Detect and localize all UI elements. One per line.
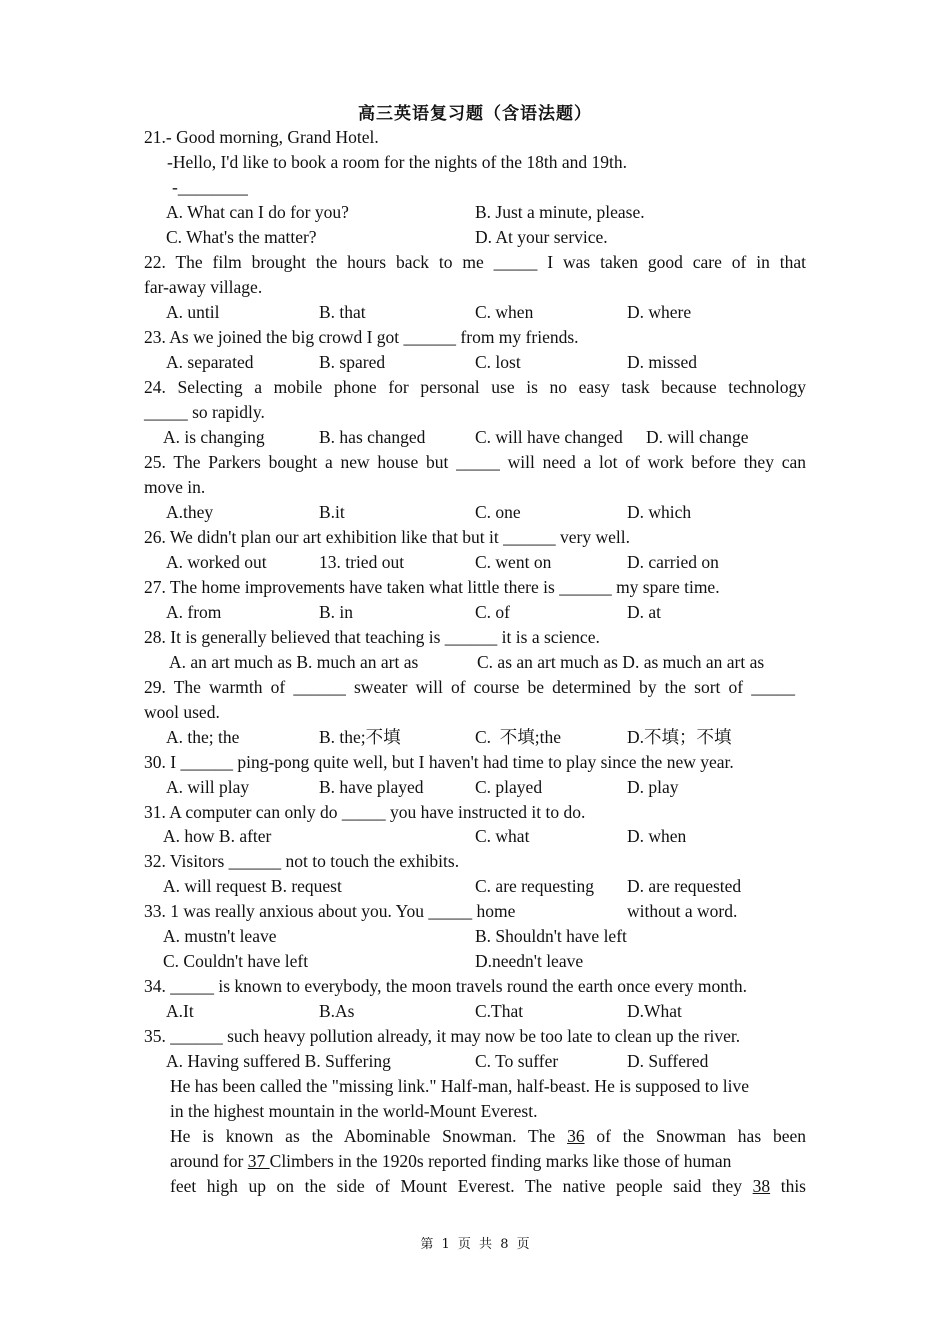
passage-line: He has been called the "missing link." Half-man, half-beast. He is supposed to live [170, 1076, 750, 1096]
option: D. missed [627, 352, 697, 372]
blank-number: 37 [247, 1151, 270, 1171]
option: C. 不填;the [475, 727, 562, 747]
document-title: 高三英语复习题（含语法题） [358, 104, 592, 124]
option: D. at [627, 602, 662, 622]
passage-line: in the highest mountain in the world-Mount Everest. [170, 1101, 538, 1121]
option: A. until [166, 302, 220, 322]
option: C. as an art much as D. as much an art as [477, 652, 765, 672]
option: A. will play [166, 777, 250, 797]
option: A. from [166, 602, 222, 622]
option: A. is changing [163, 427, 265, 447]
option: A. worked out [166, 552, 267, 572]
option: B. has changed [319, 427, 426, 447]
q22-stem-cont: far-away village. [144, 277, 263, 297]
option: C. To suffer [475, 1051, 559, 1071]
option: A. the; the [166, 727, 240, 747]
q30-stem: 30. I ______ ping-pong quite well, but I haven't had time to play since the new year. [144, 752, 734, 772]
q21-stem: 21.- Good morning, Grand Hotel. [144, 127, 379, 147]
passage-line: feet high up on the side of Mount Everest. The native people said they 38 this [170, 1176, 806, 1196]
option: B. spared [319, 352, 386, 372]
q34-stem: 34. _____ is known to everybody, the moon travels round the earth once every month. [144, 976, 747, 996]
q27-stem: 27. The home improvements have taken what little there is ______ my spare time. [144, 577, 720, 597]
blank-number: 36 [567, 1126, 585, 1146]
option: A. mustn't leave [163, 926, 277, 946]
option: B. Just a minute, please. [475, 202, 645, 222]
option: D. when [627, 826, 687, 846]
option: D. will change [646, 427, 749, 447]
q35-stem: 35. ______ such heavy pollution already, it may now be too late to clean up the river. [144, 1026, 741, 1046]
q28-stem: 28. It is generally believed that teaching is ______ it is a science. [144, 627, 600, 647]
option: D. At your service. [475, 227, 608, 247]
option: A. how B. after [163, 826, 272, 846]
option: C. are requesting [475, 876, 595, 896]
q29-stem: 29. The warmth of ______ sweater will of course be determined by the sort of _____ [144, 677, 795, 697]
option: D. where [627, 302, 692, 322]
option: D. carried on [627, 552, 719, 572]
option: C. will have changed [475, 427, 623, 447]
q21-dialogue: -Hello, I'd like to book a room for the nights of the 18th and 19th. [167, 152, 628, 172]
option: A. will request B. request [163, 876, 342, 896]
option: C. when [475, 302, 534, 322]
q31-stem: 31. A computer can only do _____ you have instructed it to do. [144, 802, 586, 822]
option: C. lost [475, 352, 521, 372]
option: C. of [475, 602, 510, 622]
q29-stem-cont: wool used. [144, 702, 220, 722]
option: D.What [627, 1001, 682, 1021]
option: B. in [319, 602, 354, 622]
page-footer: 第 1 页 共 8 页 [420, 1237, 530, 1252]
q32-stem: 32. Visitors ______ not to touch the exhibits. [144, 851, 460, 871]
option: B.As [319, 1001, 355, 1021]
blank-number: 38 [752, 1176, 771, 1196]
q22-stem: 22. The film brought the hours back to me _____ I was taken good care of in that [144, 252, 806, 272]
option: B. have played [319, 777, 424, 797]
option: A.It [166, 1001, 194, 1021]
option: C. What's the matter? [166, 227, 317, 247]
option: A. Having suffered B. Suffering [166, 1051, 391, 1071]
option: C. one [475, 502, 521, 522]
option: A. separated [166, 352, 254, 372]
option: B.it [319, 502, 345, 522]
option: C. what [475, 826, 530, 846]
option: A. What can I do for you? [166, 202, 349, 222]
option: A.they [166, 502, 214, 522]
q24-stem: 24. Selecting a mobile phone for personal use is no easy task because technology [144, 377, 806, 397]
option: C. played [475, 777, 543, 797]
option: 13. tried out [319, 552, 405, 572]
option: C.That [475, 1001, 524, 1021]
q23-stem: 23. As we joined the big crowd I got ______ from my friends. [144, 327, 579, 347]
option: D. Suffered [627, 1051, 709, 1071]
option: C. went on [475, 552, 552, 572]
passage-line: around for 37 Climbers in the 1920s reported finding marks like those of human [170, 1151, 732, 1171]
option: B. the;不填 [319, 727, 401, 747]
option: B. that [319, 302, 366, 322]
option: B. Shouldn't have left [475, 926, 627, 946]
q33-stem-cont: without a word. [627, 901, 738, 921]
q25-stem: 25. The Parkers bought a new house but _____ will need a lot of work before they can [144, 452, 806, 472]
option: D.needn't leave [475, 951, 584, 971]
option: A. an art much as B. much an art as [169, 652, 419, 672]
q33-stem: 33. 1 was really anxious about you. You _____ home [144, 901, 516, 921]
q21-blank: -________ [172, 177, 248, 197]
passage-line: He is known as the Abominable Snowman. The 36 of the Snowman has been [170, 1126, 806, 1146]
q26-stem: 26. We didn't plan our art exhibition like that but it ______ very well. [144, 527, 630, 547]
option: C. Couldn't have left [163, 951, 309, 971]
q24-stem-cont: _____ so rapidly. [144, 402, 265, 422]
option: D. which [627, 502, 692, 522]
option: D. play [627, 777, 679, 797]
option: D. are requested [627, 876, 742, 896]
q25-stem-cont: move in. [144, 477, 206, 497]
option: D.不填；不填 [627, 727, 732, 747]
